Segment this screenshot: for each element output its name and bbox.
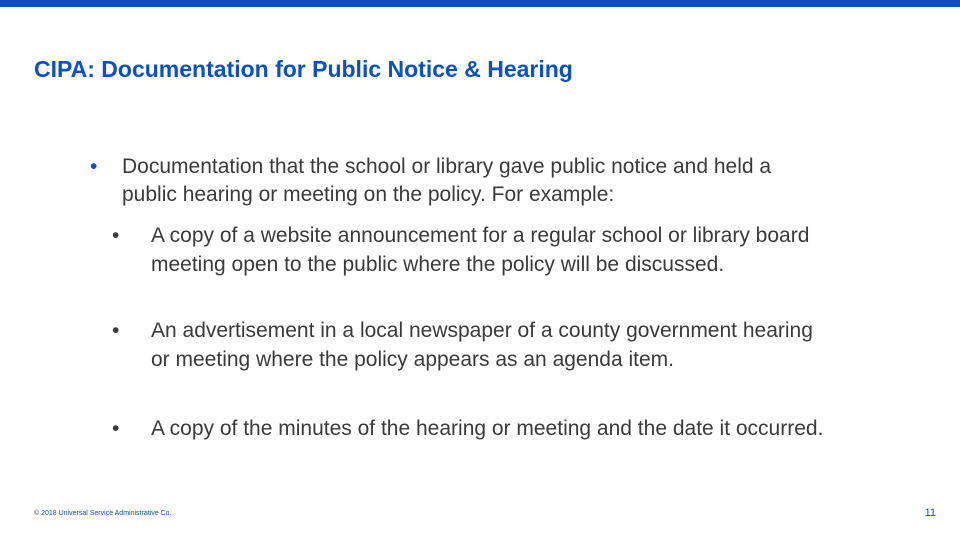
page-number: 11 bbox=[924, 507, 936, 519]
sub-bullet-text: A copy of a website announcement for a regular school or library board meeting open to the public where the policy will be discussed. bbox=[151, 224, 810, 276]
main-bullet bbox=[90, 153, 810, 209]
bullet-marker: • bbox=[112, 319, 120, 342]
sub-bullet-newspaper-advertisement bbox=[112, 316, 832, 374]
sub-bullet-text: An advertisement in a local newspaper of a county government hearing or meeting where the policy appears as an agenda item. bbox=[151, 319, 813, 371]
footer-copyright: © 2018 Universal Service Administrative Co. bbox=[34, 510, 172, 517]
sub-bullet-website-announcement bbox=[112, 221, 832, 279]
bullet-marker: • bbox=[112, 417, 120, 440]
sub-bullet-meeting-minutes bbox=[112, 414, 832, 443]
main-bullet-text: Documentation that the school or library gave public notice and held a public hearing or meeting on the policy. For example: bbox=[122, 155, 772, 206]
bullet-marker: • bbox=[112, 224, 120, 247]
bullet-marker: • bbox=[90, 155, 98, 178]
top-accent-bar bbox=[0, 0, 960, 7]
sub-bullet-text: A copy of the minutes of the hearing or meeting and the date it occurred. bbox=[151, 417, 824, 440]
slide-title: CIPA: Documentation for Public Notice & Hearing bbox=[34, 56, 573, 82]
